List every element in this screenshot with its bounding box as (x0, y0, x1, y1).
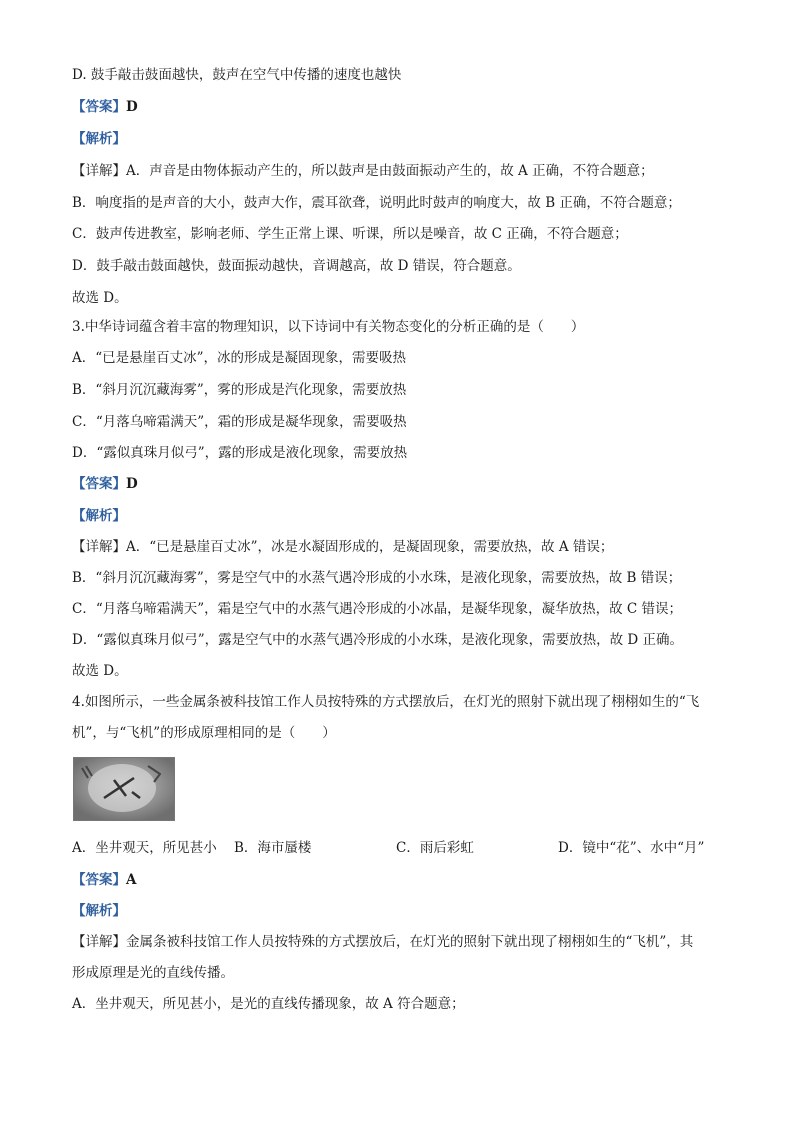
q4-detail-a: A．坐井观天，所见甚小，是光的直线传播现象，故 A 符合题意； (72, 996, 465, 1012)
answer-value: A (126, 872, 137, 888)
q4-option-c: C．雨后彩虹 (396, 840, 474, 856)
analysis-tag: 【解析】 (72, 508, 126, 524)
q3-detail-c: C．“月落乌啼霜满天”，霜是空气中的水蒸气遇冷形成的小冰晶，是凝华现象，凝华放热，故 C 错误； (72, 601, 683, 617)
detail-tag: 【详解】 (72, 934, 126, 950)
q3-option-a: A．“已是悬崖百丈冰”，冰的形成是凝固现象，需要吸热 (72, 350, 407, 366)
q4-answer-line (72, 870, 136, 890)
q2-detail-b: B．响度指的是声音的大小，鼓声大作，震耳欲聋，说明此时鼓声的响度大，故 B 正确，不符合题意； (72, 195, 681, 211)
detail-tag: 【详解】 (72, 539, 126, 555)
analysis-tag: 【解析】 (72, 903, 126, 919)
q3-detail-b: B．“斜月沉沉藏海雾”，雾是空气中的水蒸气遇冷形成的小水珠，是液化现象，需要放热，故 B 错误； (72, 570, 682, 586)
q2-option-d: D. 鼓手敲击鼓面越快，鼓声在空气中传播的速度也越快 (72, 67, 402, 83)
detail-tag: 【详解】 (72, 163, 126, 179)
q4-stem-line2: 机”，与“飞机”的形成原理相同的是（ ） (72, 725, 336, 741)
q3-conclusion: 故选 D。 (72, 663, 128, 679)
q2-detail-c: C．鼓声传进教室，影响老师、学生正常上课、听课，所以是噪音，故 C 正确，不符合题意； (72, 226, 628, 242)
q3-option-d: D．“露似真珠月似弓”，露的形成是液化现象，需要放热 (72, 445, 408, 461)
detail-text: A．声音是由物体振动产生的，所以鼓声是由鼓面振动产生的，故 A 正确，不符合题意； (126, 163, 654, 179)
q4-option-b: B．海市蜃楼 (234, 840, 312, 856)
q3-answer-line (72, 474, 138, 494)
q4-option-a: A．坐井观天，所见甚小 (72, 840, 217, 856)
q3-analysis-tag (72, 506, 126, 526)
airplane-shadow-photo (73, 757, 175, 821)
airplane-shadow-icon (74, 758, 174, 820)
q4-analysis-tag (72, 901, 126, 921)
q2-conclusion: 故选 D。 (72, 290, 128, 306)
q4-detail-line1 (72, 932, 693, 952)
analysis-tag: 【解析】 (72, 131, 126, 147)
answer-value: D (126, 476, 138, 492)
q3-stem (72, 317, 584, 337)
answer-value: D (126, 99, 138, 115)
answer-tag: 【答案】 (72, 872, 126, 888)
q3-option-c: C．“月落乌啼霜满天”，霜的形成是凝华现象，需要吸热 (72, 414, 407, 430)
detail-text: 金属条被科技馆工作人员按特殊的方式摆放后，在灯光的照射下就出现了栩栩如生的“飞机”，其 (126, 934, 694, 950)
detail-text: A．“已是悬崖百丈冰”，冰是水凝固形成的，是凝固现象，需要放热，故 A 错误； (126, 539, 614, 555)
q4-detail-line2: 形成原理是光的直线传播。 (72, 965, 234, 981)
q3-option-b: B．“斜月沉沉藏海雾”，雾的形成是汽化现象，需要放热 (72, 382, 407, 398)
answer-tag: 【答案】 (72, 99, 126, 115)
q4-option-d: D．镜中“花”、水中“月” (558, 840, 705, 856)
q2-analysis-tag (72, 129, 126, 149)
q2-detail-a (72, 161, 654, 181)
q2-answer-line (72, 97, 138, 117)
q2-detail-d: D．鼓手敲击鼓面越快，鼓面振动越快，音调越高，故 D 错误，符合题意。 (72, 258, 521, 274)
question-stem: 3.中华诗词蕴含着丰富的物理知识，以下诗词中有关物态变化的分析正确的是（ ） (72, 319, 585, 335)
answer-tag: 【答案】 (72, 476, 126, 492)
q3-detail-d: D．“露似真珠月似弓”，露是空气中的水蒸气遇冷形成的小水珠，是液化现象，需要放热，故 D 正确。 (72, 632, 684, 648)
q3-detail-a (72, 537, 613, 557)
q4-stem-line1: 4.如图所示，一些金属条被科技馆工作人员按特殊的方式摆放后，在灯光的照射下就出现了栩栩如生的“飞 (72, 694, 700, 710)
